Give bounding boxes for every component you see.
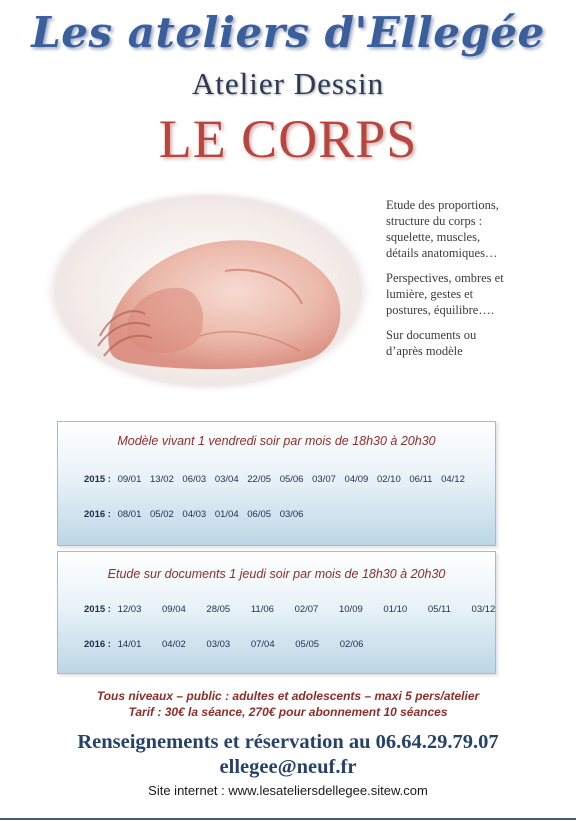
schedule-row-2016 xyxy=(84,639,381,650)
session-date: 22/05 xyxy=(247,474,272,485)
main-title: Les ateliers d'Ellegée xyxy=(31,8,545,57)
session-date: 01/04 xyxy=(214,509,239,520)
schedule-row-2016 xyxy=(84,509,309,520)
session-date: 06/05 xyxy=(247,509,272,520)
session-date: 12/03 xyxy=(117,604,142,615)
price-note: Tarif : 30€ la séance, 270€ pour abonnement 10 séances xyxy=(128,705,448,719)
session-date: 01/10 xyxy=(383,604,408,615)
description-paragraph: Sur documents ou d’après modèle xyxy=(386,328,477,358)
year-label: 2015 : xyxy=(84,474,111,485)
session-date: 04/09 xyxy=(344,474,369,485)
session-date: 05/11 xyxy=(427,604,451,615)
session-date: 03/07 xyxy=(312,474,336,485)
year-label: 2015 : xyxy=(84,604,111,615)
session-date: 14/01 xyxy=(117,639,142,650)
subtitle: Atelier Dessin xyxy=(191,66,385,101)
session-date: 02/06 xyxy=(339,639,364,650)
session-date: 11/06 xyxy=(250,604,274,615)
session-date: 02/07 xyxy=(294,604,319,615)
schedule-box-documents xyxy=(57,551,496,674)
website-link[interactable]: Site internet : www.lesateliersdellegee.sitew.com xyxy=(148,783,428,798)
session-date: 06/03 xyxy=(182,474,207,485)
session-date: 10/09 xyxy=(338,604,363,615)
session-date: 06/11 xyxy=(409,474,433,485)
bottom-divider xyxy=(0,818,576,820)
schedule-title: Modèle vivant 1 vendredi soir par mois de 18h30 à 20h30 xyxy=(117,434,436,448)
session-date: 03/12 xyxy=(471,604,496,615)
session-date: 03/04 xyxy=(214,474,239,485)
schedule-row-2015 xyxy=(84,604,513,615)
course-description xyxy=(386,197,514,368)
session-date: 04/02 xyxy=(162,639,186,650)
session-date: 05/06 xyxy=(279,474,304,485)
schedule-box-live-model xyxy=(57,421,496,546)
session-date: 03/03 xyxy=(206,639,231,650)
session-date: 07/04 xyxy=(250,639,275,650)
description-paragraph: Etude des proportions, structure du corps : squelette, muscles, détails anatomiques… xyxy=(386,198,499,260)
page-heading: LE CORPS xyxy=(158,109,418,169)
session-date: 04/12 xyxy=(441,474,465,485)
session-date: 08/01 xyxy=(117,509,142,520)
description-paragraph: Perspectives, ombres et lumière, gestes et postures, équilibre…. xyxy=(386,271,504,317)
session-date: 05/02 xyxy=(150,509,174,520)
session-date: 09/04 xyxy=(162,604,186,615)
year-label: 2016 : xyxy=(84,509,111,520)
session-date: 05/05 xyxy=(295,639,320,650)
schedule-title: Etude sur documents 1 jeudi soir par mois de 18h30 à 20h30 xyxy=(107,567,446,581)
session-date: 02/10 xyxy=(376,474,401,485)
year-label: 2016 : xyxy=(84,639,111,650)
contact-email[interactable]: ellegee@neuf.fr xyxy=(219,756,357,778)
session-date: 04/03 xyxy=(182,509,207,520)
session-date: 03/06 xyxy=(279,509,304,520)
audience-note: Tous niveaux – public : adultes et adolescents – maxi 5 pers/atelier xyxy=(96,689,480,703)
session-date: 09/01 xyxy=(117,474,142,485)
contact-phone-line: Renseignements et réservation au 06.64.29.79.07 xyxy=(77,731,499,753)
schedule-row-2015 xyxy=(84,474,471,485)
pricing-notes xyxy=(0,688,576,720)
session-date: 28/05 xyxy=(206,604,231,615)
figure-drawing-illustration xyxy=(40,186,376,396)
session-date: 13/02 xyxy=(150,474,174,485)
